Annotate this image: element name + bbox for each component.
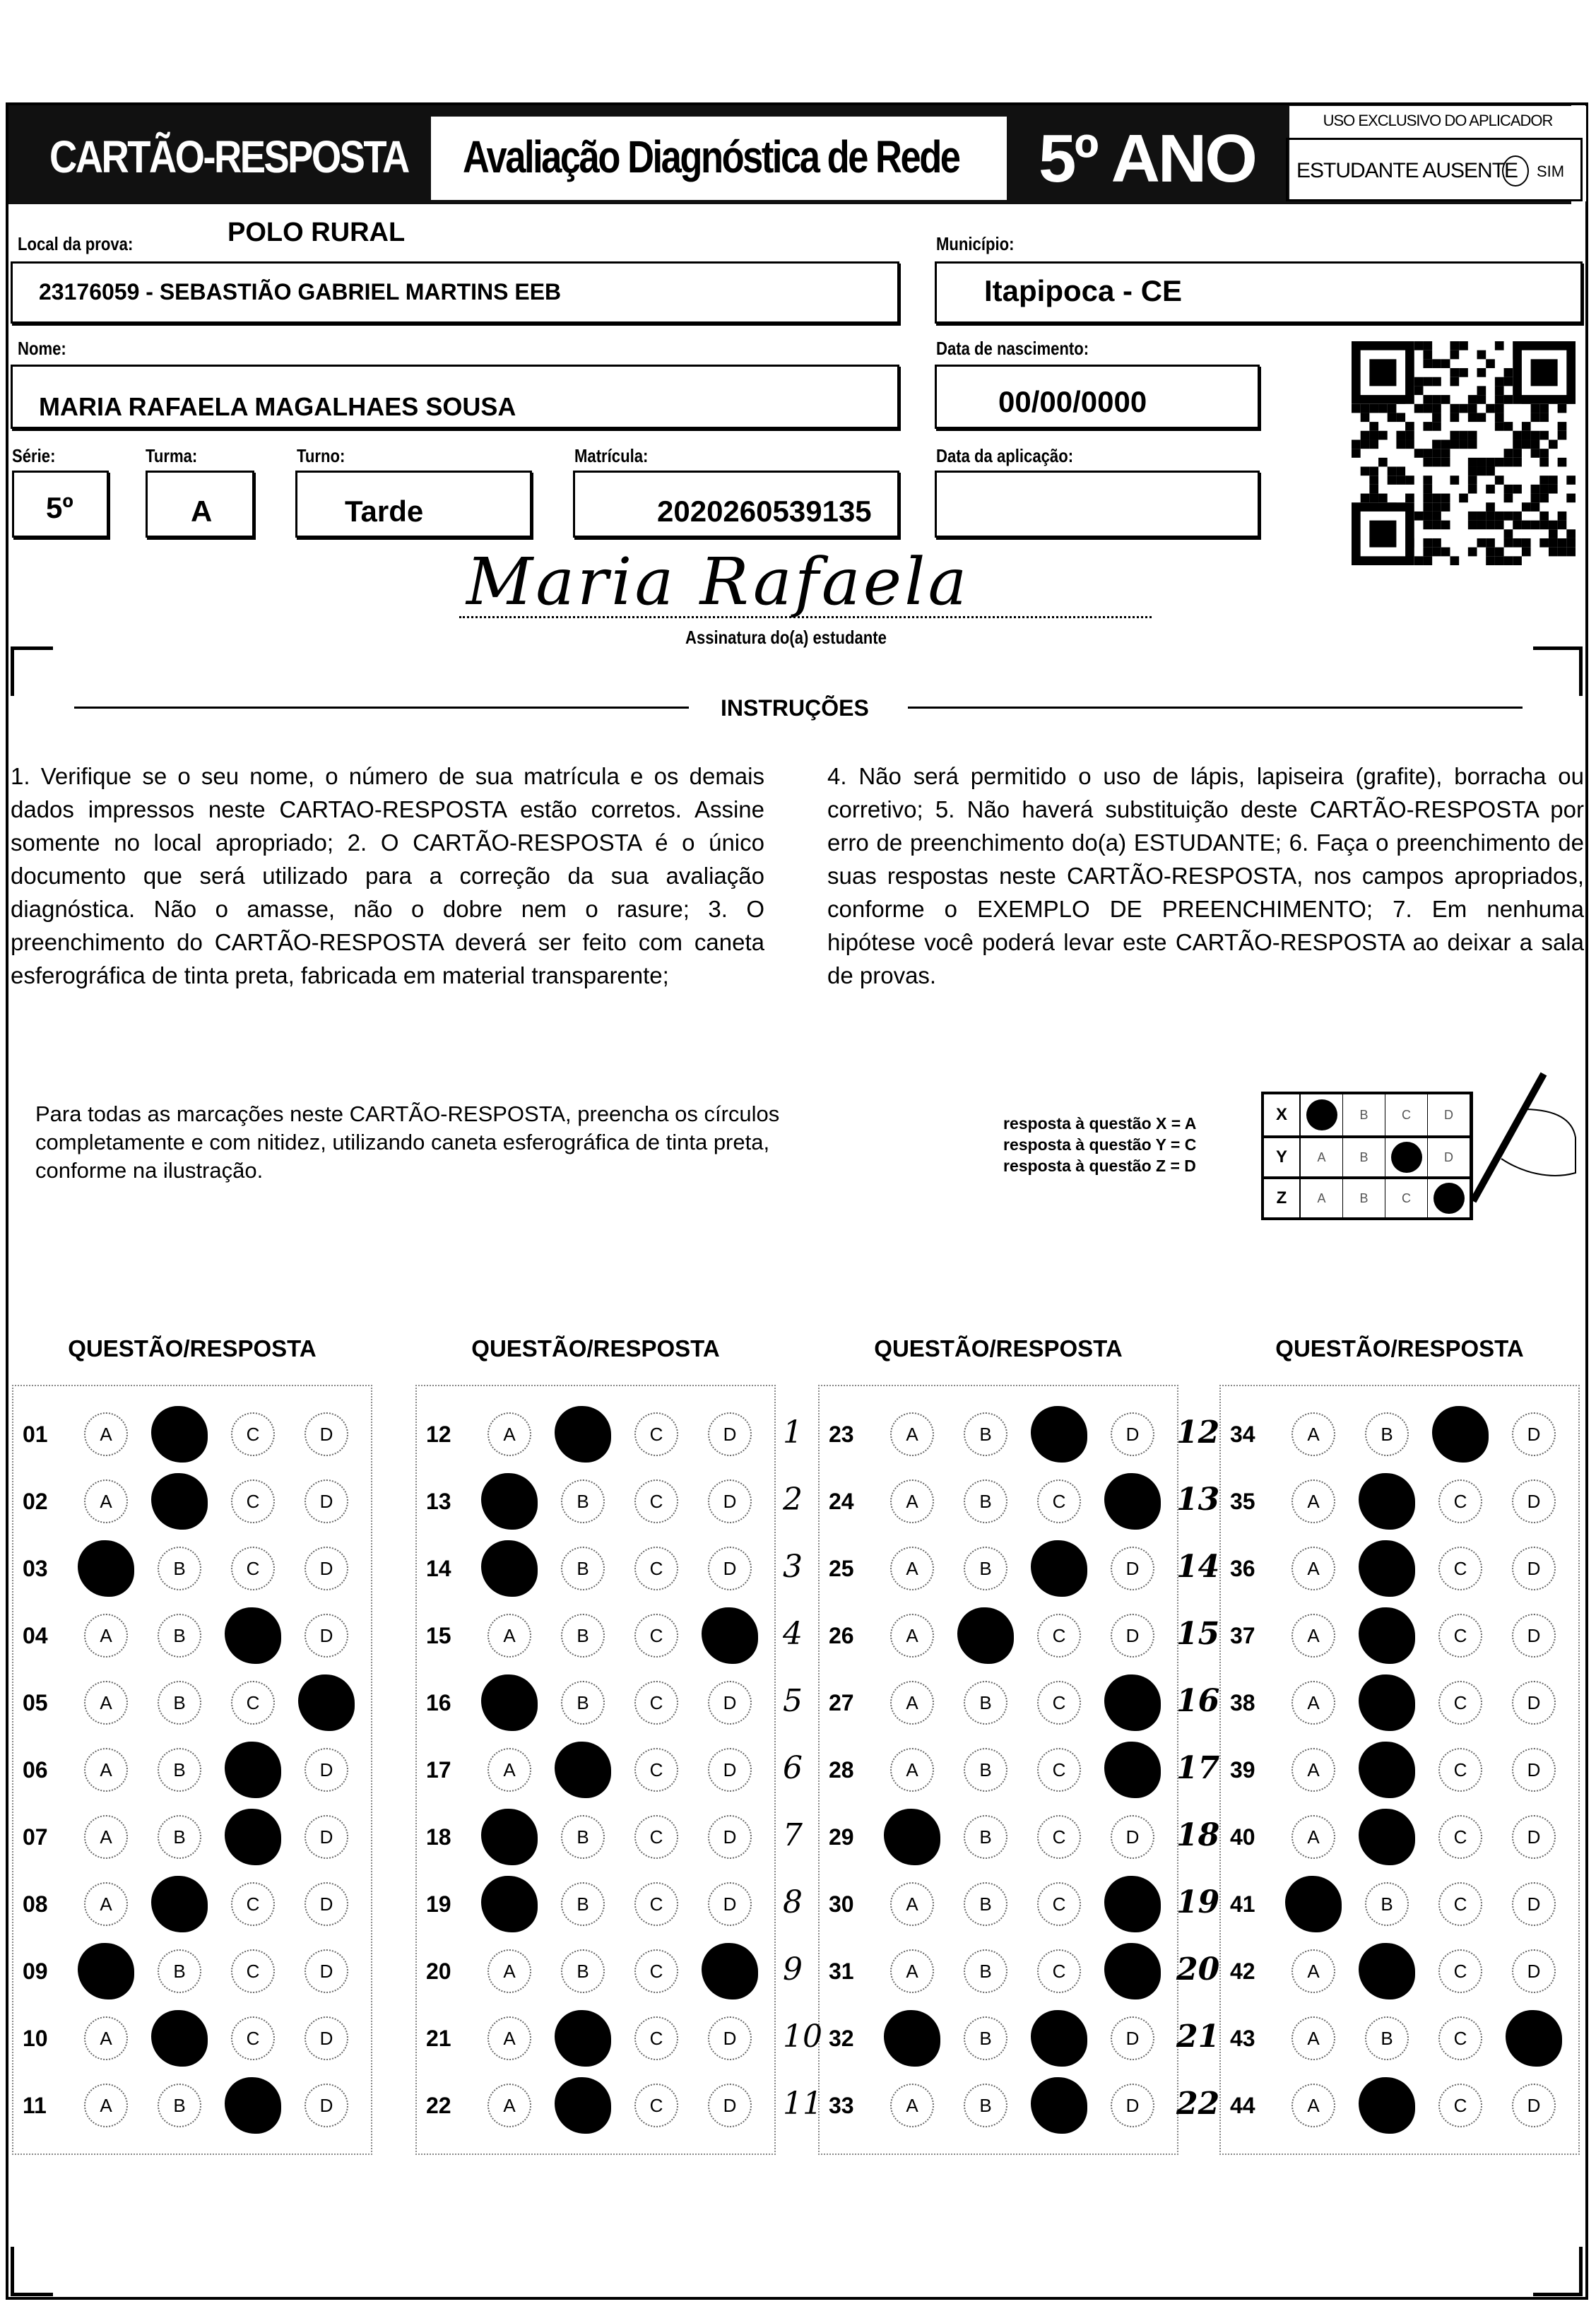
answer-bubble[interactable]: C xyxy=(1037,1748,1081,1792)
question-number: 22 xyxy=(426,2093,451,2118)
answer-bubble[interactable]: A xyxy=(1291,1748,1335,1792)
question-number: 10 xyxy=(23,2026,48,2051)
handwritten-note: 9 xyxy=(783,1951,803,1987)
answer-bubble[interactable]: C xyxy=(1037,1681,1081,1725)
answer-bubble[interactable]: B xyxy=(561,1614,605,1658)
answer-bubble[interactable]: D xyxy=(1512,1748,1556,1792)
answer-bubble[interactable]: A xyxy=(84,1815,128,1859)
answer-bubble[interactable]: A xyxy=(1291,1949,1335,1993)
hand-pen-illustration xyxy=(1438,1067,1579,1229)
answer-bubble[interactable]: C xyxy=(231,1547,275,1590)
question-number: 31 xyxy=(829,1959,854,1984)
handwritten-note: 22 xyxy=(1176,2086,1220,2122)
question-number: 11 xyxy=(23,2093,47,2118)
answer-bubble[interactable]: D xyxy=(708,1547,752,1590)
answer-bubble[interactable]: A xyxy=(487,1412,531,1456)
question-number: 36 xyxy=(1230,1556,1255,1581)
question-number: 30 xyxy=(829,1891,854,1917)
legend-z: resposta à questão Z = D xyxy=(1003,1157,1196,1175)
answer-bubble[interactable]: C xyxy=(634,1882,678,1926)
absent-label: ESTUDANTE AUSENTE xyxy=(1296,159,1518,182)
answer-bubble[interactable]: C xyxy=(231,1412,275,1456)
turno-value: Tarde xyxy=(345,495,424,528)
answer-bubble[interactable]: D xyxy=(708,2016,752,2060)
qr-code xyxy=(1352,341,1576,565)
answer-bubble[interactable]: B xyxy=(158,2084,201,2127)
answer-bubble[interactable]: D xyxy=(305,2084,348,2127)
answer-bubble[interactable]: D xyxy=(305,1547,348,1590)
answer-bubble[interactable]: D xyxy=(1111,1614,1154,1658)
answer-bubble[interactable]: A xyxy=(84,1681,128,1725)
answer-bubble[interactable]: D xyxy=(1512,1547,1556,1590)
answer-bubble[interactable]: B xyxy=(158,1681,201,1725)
handwritten-note: 7 xyxy=(783,1817,803,1853)
answer-bubble[interactable]: B xyxy=(561,1547,605,1590)
answer-bubble[interactable]: C xyxy=(1438,1681,1482,1725)
answer-bubble[interactable]: D xyxy=(1512,1412,1556,1456)
legend-x: resposta à questão X = A xyxy=(1003,1114,1197,1133)
answer-bubble[interactable]: D xyxy=(708,2084,752,2127)
answer-bubble[interactable]: B xyxy=(1365,2016,1409,2060)
answer-bubble[interactable]: C xyxy=(1438,1882,1482,1926)
answer-bubble[interactable]: B xyxy=(158,1547,201,1590)
handwritten-note: 3 xyxy=(783,1549,803,1585)
question-number: 29 xyxy=(829,1824,854,1850)
turno-label: Turno: xyxy=(297,445,345,466)
aplicacao-field xyxy=(935,471,1260,538)
absent-option: SIM xyxy=(1537,163,1565,180)
answer-bubble[interactable]: D xyxy=(1111,1815,1154,1859)
handwritten-note: 4 xyxy=(783,1616,803,1652)
example-filled-bubble xyxy=(1391,1142,1422,1173)
answer-bubble[interactable]: B xyxy=(158,1748,201,1792)
answer-bubble[interactable]: A xyxy=(1291,2016,1335,2060)
answer-bubble[interactable]: D xyxy=(305,1614,348,1658)
answer-bubble[interactable]: A xyxy=(890,1614,934,1658)
divider xyxy=(74,707,689,709)
answer-bubble[interactable]: B xyxy=(964,2016,1007,2060)
question-number: 21 xyxy=(426,2026,451,2051)
answer-bubble[interactable]: B xyxy=(158,1949,201,1993)
answer-bubble[interactable]: A xyxy=(487,1748,531,1792)
municipio-value: Itapipoca - CE xyxy=(984,274,1183,307)
answer-bubble[interactable]: D xyxy=(305,1815,348,1859)
answer-bubble[interactable]: B xyxy=(158,1815,201,1859)
handwritten-note: 20 xyxy=(1176,1951,1220,1987)
answer-bubble[interactable]: D xyxy=(305,1949,348,1993)
example-cell: B xyxy=(1343,1094,1385,1135)
answer-bubble[interactable]: D xyxy=(1512,1949,1556,1993)
example-cell: A xyxy=(1301,1138,1343,1176)
answer-bubble[interactable]: A xyxy=(84,1614,128,1658)
question-number: 12 xyxy=(426,1422,451,1447)
answer-bubble[interactable]: B xyxy=(561,1949,605,1993)
handwritten-note: 13 xyxy=(1176,1482,1220,1518)
answer-bubble[interactable]: B xyxy=(964,2084,1007,2127)
example-cell: D xyxy=(1428,1138,1470,1176)
example-instructions: Para todas as marcações neste CARTÃO-RESPOSTA, preencha os círculos completamente e com nitidez, utilizando caneta esferográfica de tinta preta, conforme na ilustração. xyxy=(35,1101,780,1183)
question-number: 20 xyxy=(426,1959,451,1984)
answer-bubble[interactable]: B xyxy=(1365,1412,1409,1456)
signature-caption: Assinatura do(a) estudante xyxy=(685,627,887,648)
question-number: 24 xyxy=(829,1489,854,1514)
answer-bubble[interactable]: A xyxy=(890,1949,934,1993)
example-cell: A xyxy=(1301,1179,1343,1217)
question-number: 42 xyxy=(1230,1959,1255,1984)
example-cell: D xyxy=(1428,1094,1470,1135)
nome-label: Nome: xyxy=(18,338,66,359)
answer-bubble[interactable]: D xyxy=(708,1748,752,1792)
answer-bubble[interactable]: C xyxy=(1438,1748,1482,1792)
answer-bubble[interactable]: A xyxy=(890,1547,934,1590)
example-cell: B xyxy=(1343,1138,1385,1176)
nascimento-value: 00/00/0000 xyxy=(998,385,1147,418)
answer-bubble[interactable]: C xyxy=(634,1949,678,1993)
column-header: QUESTÃO/RESPOSTA xyxy=(471,1335,720,1361)
handwritten-note: 6 xyxy=(783,1750,803,1786)
answer-bubble[interactable]: A xyxy=(1291,2084,1335,2127)
question-number: 18 xyxy=(426,1824,451,1850)
answer-bubble[interactable]: D xyxy=(1512,1815,1556,1859)
answer-bubble[interactable]: B xyxy=(964,1882,1007,1926)
instructions-right: 4. Não será permitido o uso de lápis, lapiseira (grafite), borracha ou corretivo; 5. Não haverá substituição deste CARTÃO-RESPOSTA por erro de preenchimento do(a) ESTUDANTE; 6. Faça o preenchimento de suas respostas neste CARTÃO-RESPOSTA, nos campos apropriados, conforme o EXEMPLO DE PREENCHIMENTO; 7. Em nenhuma hipótese você poderá levar este CARTÃO-RESPOSTA ao deixar a sala de provas. xyxy=(827,763,1584,988)
answer-bubble[interactable]: B xyxy=(964,1748,1007,1792)
answer-bubble[interactable]: C xyxy=(231,1949,275,1993)
handwritten-note: 16 xyxy=(1176,1683,1220,1719)
question-number: 07 xyxy=(23,1824,48,1850)
handwritten-note: 17 xyxy=(1176,1750,1220,1786)
handwritten-note: 5 xyxy=(783,1683,803,1719)
handwritten-note: 14 xyxy=(1176,1549,1220,1585)
answer-bubble[interactable]: B xyxy=(964,1479,1007,1523)
example-legend xyxy=(1003,1113,1196,1176)
answer-bubble[interactable]: C xyxy=(634,1479,678,1523)
applicator-only-label: USO EXCLUSIVO DO APLICADOR xyxy=(1323,112,1553,129)
example-cell xyxy=(1301,1094,1343,1135)
answer-bubble[interactable]: A xyxy=(1291,1479,1335,1523)
instructions-left: 1. Verifique se o seu nome, o número de sua matrícula e os demais dados impressos neste CARTAO-RESPOSTA estão corretos. Assine somente no local apropriado; 2. O CARTÃO-RESPOSTA é o único documento que será utilizado para a correção da sua avaliação diagnóstica. Não o amasse, não o dobre nem o rasure; 3. O preenchimento do CARTÃO-RESPOSTA deverá ser feito com caneta esferográfica de tinta preta, fabricada em material transparente; xyxy=(11,763,764,988)
question-number: 15 xyxy=(426,1623,451,1648)
answer-bubble[interactable]: C xyxy=(231,1479,275,1523)
exam-title: Avaliação Diagnóstica de Rede xyxy=(463,131,959,182)
answer-bubble[interactable]: C xyxy=(1438,1614,1482,1658)
answer-bubble[interactable]: A xyxy=(1291,1614,1335,1658)
example-question: X xyxy=(1264,1094,1301,1135)
answer-bubble[interactable]: B xyxy=(964,1949,1007,1993)
answer-bubble[interactable]: A xyxy=(487,1614,531,1658)
question-number: 23 xyxy=(829,1422,854,1447)
answer-bubble[interactable]: B xyxy=(964,1815,1007,1859)
handwritten-note: 8 xyxy=(783,1884,803,1920)
answer-bubble[interactable]: B xyxy=(964,1412,1007,1456)
corner-mark xyxy=(1533,646,1583,696)
answer-bubble[interactable]: B xyxy=(561,1815,605,1859)
matricula-value: 2020260539135 xyxy=(657,495,872,528)
example-filled-bubble xyxy=(1306,1099,1337,1130)
example-question: Y xyxy=(1264,1138,1301,1176)
question-number: 33 xyxy=(829,2093,854,2118)
answer-bubble[interactable]: A xyxy=(890,1412,934,1456)
answer-bubble[interactable]: D xyxy=(708,1882,752,1926)
answer-bubble[interactable]: C xyxy=(231,1882,275,1926)
instructions-title: INSTRUÇÕES xyxy=(721,695,869,721)
question-number: 26 xyxy=(829,1623,854,1648)
student-signature: Maria Rafaela xyxy=(466,544,970,620)
answer-bubble[interactable]: D xyxy=(305,1412,348,1456)
question-number: 38 xyxy=(1230,1690,1255,1715)
nascimento-label: Data de nascimento: xyxy=(936,338,1089,359)
answer-bubble[interactable]: D xyxy=(305,1748,348,1792)
handwritten-note: 2 xyxy=(783,1482,803,1518)
answer-bubble[interactable]: D xyxy=(1512,2084,1556,2127)
question-number: 05 xyxy=(23,1690,48,1715)
question-number: 04 xyxy=(23,1623,48,1648)
corner-mark xyxy=(11,646,53,696)
question-number: 43 xyxy=(1230,2026,1255,2051)
example-cell xyxy=(1385,1138,1428,1176)
local-group: POLO RURAL xyxy=(227,218,406,247)
answer-bubble[interactable]: D xyxy=(1512,1614,1556,1658)
answer-bubble[interactable]: B xyxy=(964,1681,1007,1725)
handwritten-note: 1 xyxy=(783,1414,803,1451)
answer-bubble[interactable]: C xyxy=(231,2016,275,2060)
answer-bubble[interactable]: A xyxy=(890,1681,934,1725)
answer-bubble[interactable]: D xyxy=(1111,2016,1154,2060)
answer-bubble[interactable]: D xyxy=(708,1479,752,1523)
answer-bubble[interactable]: D xyxy=(1111,1412,1154,1456)
question-number: 16 xyxy=(426,1690,451,1715)
answer-bubble[interactable]: D xyxy=(305,1882,348,1926)
question-number: 32 xyxy=(829,2026,854,2051)
answer-bubble[interactable]: A xyxy=(890,1479,934,1523)
answer-bubble[interactable]: C xyxy=(1438,2016,1482,2060)
answer-bubble[interactable]: B xyxy=(964,1547,1007,1590)
answer-bubble[interactable]: B xyxy=(1365,1882,1409,1926)
answer-bubble[interactable]: C xyxy=(1037,1815,1081,1859)
answer-bubble[interactable]: A xyxy=(487,2016,531,2060)
question-number: 25 xyxy=(829,1556,854,1581)
question-number: 37 xyxy=(1230,1623,1255,1648)
answer-bubble[interactable]: A xyxy=(84,2084,128,2127)
divider xyxy=(908,707,1523,709)
answer-bubble[interactable]: B xyxy=(158,1614,201,1658)
answer-bubble[interactable]: D xyxy=(1512,1479,1556,1523)
example-cell: C xyxy=(1385,1179,1428,1217)
question-number: 44 xyxy=(1230,2093,1255,2118)
nome-value: MARIA RAFAELA MAGALHAES SOUSA xyxy=(39,392,516,421)
question-number: 06 xyxy=(23,1757,48,1783)
question-number: 17 xyxy=(426,1757,451,1783)
corner-mark xyxy=(11,2247,53,2296)
answer-bubble[interactable]: C xyxy=(634,1547,678,1590)
answer-bubble[interactable]: A xyxy=(1291,1412,1335,1456)
legend-y: resposta à questão Y = C xyxy=(1003,1135,1197,1154)
answer-bubble[interactable]: C xyxy=(231,1681,275,1725)
handwritten-note: 18 xyxy=(1176,1817,1220,1853)
answer-bubble[interactable]: B xyxy=(561,1681,605,1725)
question-number: 13 xyxy=(426,1489,451,1514)
answer-bubble[interactable]: D xyxy=(1111,1547,1154,1590)
answer-bubble[interactable]: A xyxy=(84,1882,128,1926)
handwritten-note: 10 xyxy=(783,2019,822,2055)
column-header: QUESTÃO/RESPOSTA xyxy=(68,1335,317,1361)
handwritten-note: 15 xyxy=(1176,1616,1220,1652)
grade-year: 5º ANO xyxy=(1039,121,1255,196)
answer-bubble[interactable]: C xyxy=(634,1748,678,1792)
example-cell: B xyxy=(1343,1179,1385,1217)
answer-bubble[interactable]: A xyxy=(1291,1681,1335,1725)
example-cell: C xyxy=(1385,1094,1428,1135)
answer-bubble[interactable]: A xyxy=(1291,1547,1335,1590)
column-header: QUESTÃO/RESPOSTA xyxy=(1275,1335,1524,1361)
local-value: 23176059 - SEBASTIÃO GABRIEL MARTINS EEB xyxy=(39,279,562,305)
handwritten-note: 12 xyxy=(1176,1414,1220,1451)
answer-bubble[interactable]: C xyxy=(1037,1479,1081,1523)
answer-bubble[interactable]: D xyxy=(1512,1882,1556,1926)
answer-bubble[interactable]: C xyxy=(1037,1882,1081,1926)
answer-bubble[interactable]: C xyxy=(634,2016,678,2060)
turma-label: Turma: xyxy=(146,445,198,466)
question-number: 39 xyxy=(1230,1757,1255,1783)
answer-bubble[interactable]: C xyxy=(1438,1547,1482,1590)
answer-bubble[interactable]: D xyxy=(1512,1681,1556,1725)
answer-bubble[interactable]: C xyxy=(634,1614,678,1658)
handwritten-note: 11 xyxy=(783,2086,822,2122)
question-number: 09 xyxy=(23,1959,48,1984)
answer-bubble[interactable]: D xyxy=(708,1815,752,1859)
answer-bubble[interactable]: C xyxy=(634,1412,678,1456)
answer-bubble[interactable]: A xyxy=(890,1882,934,1926)
answer-bubble[interactable]: A xyxy=(1291,1815,1335,1859)
answer-bubble[interactable]: C xyxy=(1037,1614,1081,1658)
answer-bubble[interactable]: A xyxy=(487,1949,531,1993)
column-header: QUESTÃO/RESPOSTA xyxy=(874,1335,1123,1361)
local-label: Local da prova: xyxy=(18,233,134,254)
answer-bubble[interactable]: B xyxy=(561,1479,605,1523)
answer-bubble[interactable]: A xyxy=(84,1412,128,1456)
answer-bubble[interactable]: D xyxy=(1111,2084,1154,2127)
question-number: 19 xyxy=(426,1891,451,1917)
matricula-label: Matrícula: xyxy=(574,445,649,466)
question-number: 40 xyxy=(1230,1824,1255,1850)
handwritten-note: 21 xyxy=(1176,2019,1220,2055)
answer-bubble[interactable]: C xyxy=(1438,1949,1482,1993)
answer-bubble[interactable]: A xyxy=(890,2084,934,2127)
answer-bubble[interactable]: D xyxy=(708,1412,752,1456)
question-number: 35 xyxy=(1230,1489,1255,1514)
answer-bubble[interactable]: C xyxy=(634,1815,678,1859)
absent-bubble[interactable] xyxy=(1502,155,1529,187)
answer-bubble[interactable]: C xyxy=(634,1681,678,1725)
answer-bubble[interactable]: C xyxy=(1037,1949,1081,1993)
question-number: 34 xyxy=(1230,1422,1255,1447)
answer-bubble[interactable]: A xyxy=(84,1479,128,1523)
question-number: 28 xyxy=(829,1757,854,1783)
answer-bubble[interactable]: A xyxy=(487,2084,531,2127)
question-number: 08 xyxy=(23,1891,48,1917)
question-number: 14 xyxy=(426,1556,451,1581)
answer-bubble[interactable]: C xyxy=(1438,1479,1482,1523)
answer-bubble[interactable]: A xyxy=(84,1748,128,1792)
answer-bubble[interactable]: D xyxy=(708,1681,752,1725)
question-number: 41 xyxy=(1230,1891,1255,1917)
answer-bubble[interactable]: C xyxy=(1438,2084,1482,2127)
serie-value: 5º xyxy=(46,491,73,524)
turma-value: A xyxy=(191,495,213,528)
answer-bubble[interactable]: A xyxy=(890,1748,934,1792)
serie-label: Série: xyxy=(12,445,56,466)
municipio-label: Município: xyxy=(936,233,1015,254)
answer-bubble[interactable]: C xyxy=(1438,1815,1482,1859)
answer-bubble[interactable]: A xyxy=(84,2016,128,2060)
question-number: 03 xyxy=(23,1556,48,1581)
corner-mark xyxy=(1533,2247,1583,2296)
card-title: CARTÃO-RESPOSTA xyxy=(49,131,408,182)
answer-bubble[interactable]: C xyxy=(634,2084,678,2127)
answer-bubble[interactable]: B xyxy=(561,1882,605,1926)
question-number: 02 xyxy=(23,1489,48,1514)
handwritten-note: 19 xyxy=(1176,1884,1220,1920)
answer-bubble[interactable]: D xyxy=(305,1479,348,1523)
answer-bubble[interactable]: D xyxy=(305,2016,348,2060)
question-number: 01 xyxy=(23,1422,48,1447)
question-number: 27 xyxy=(829,1690,854,1715)
aplicacao-label: Data da aplicação: xyxy=(936,445,1074,466)
example-question: Z xyxy=(1264,1179,1301,1217)
